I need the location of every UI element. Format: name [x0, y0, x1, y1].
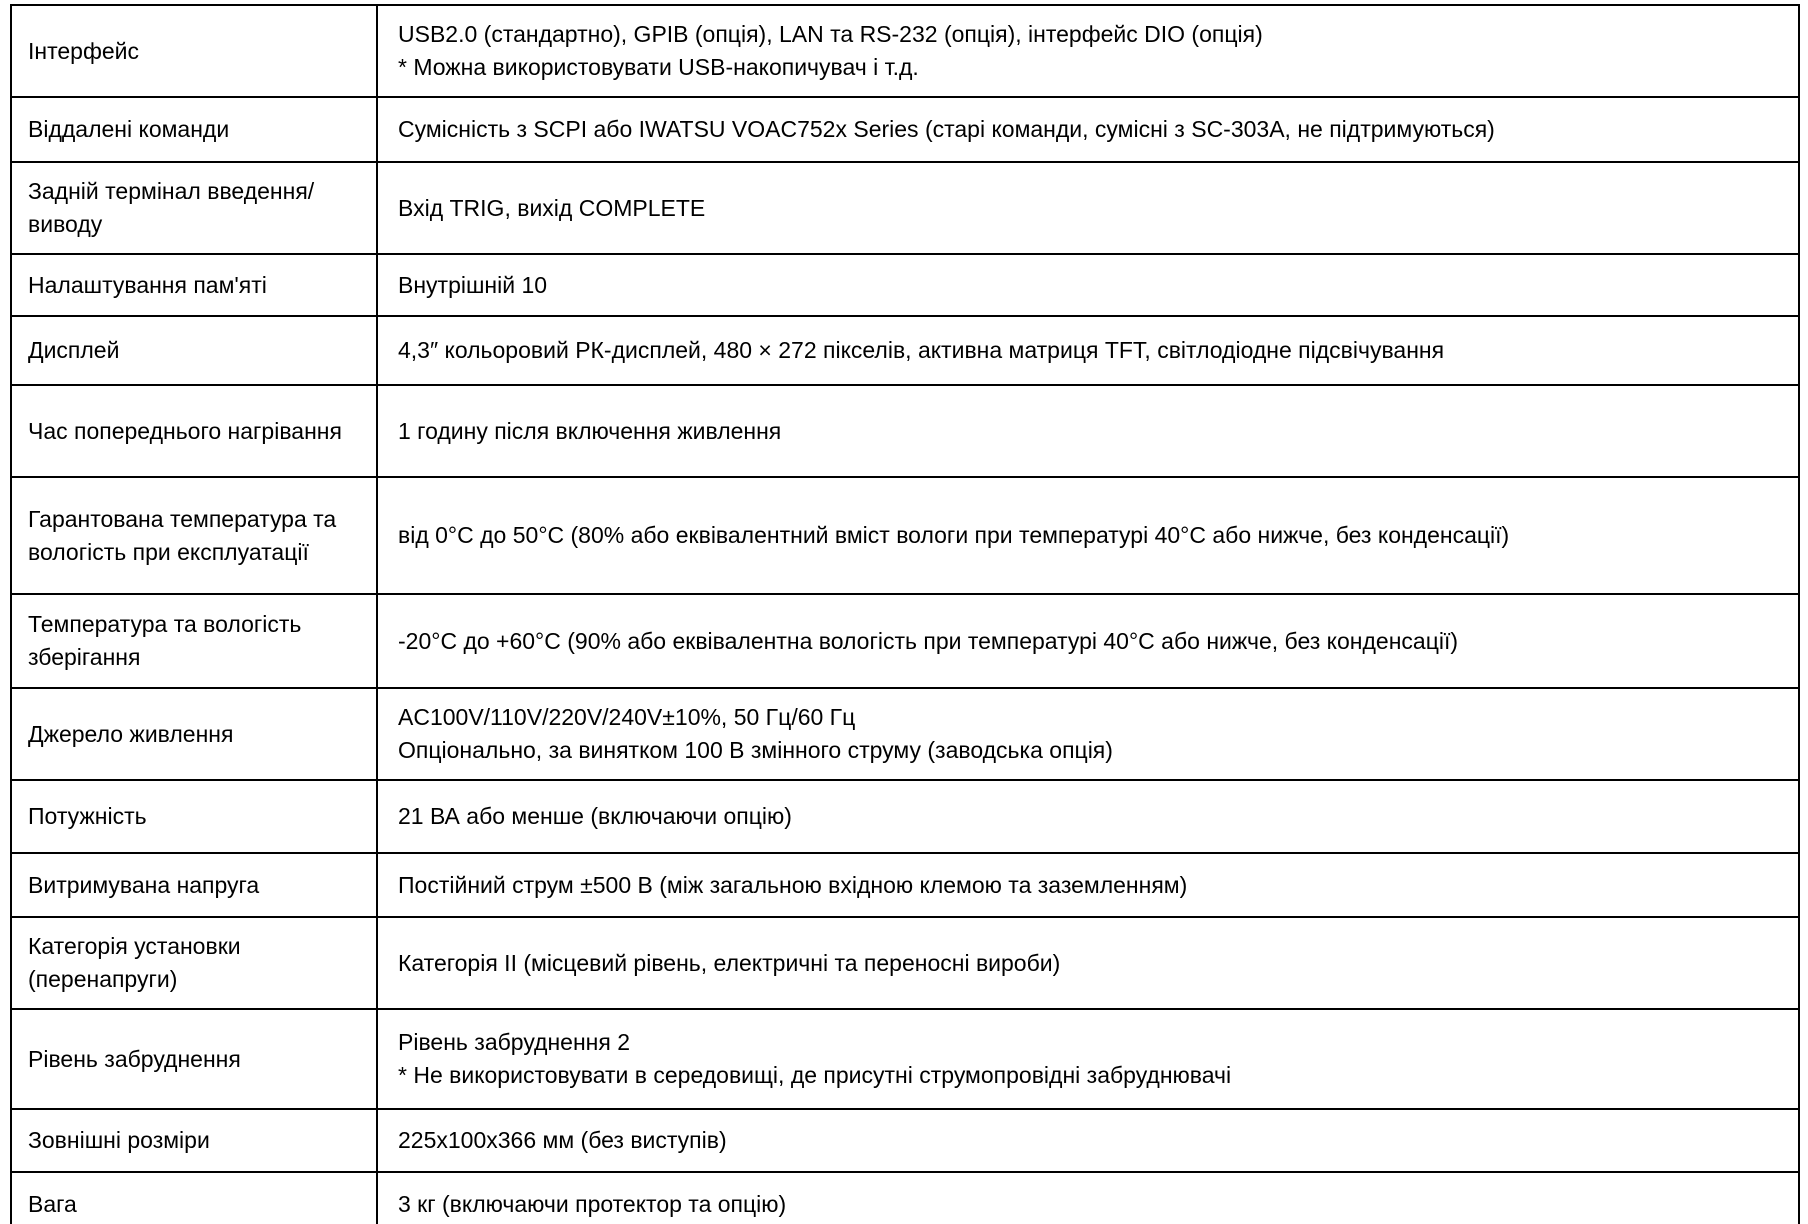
spec-value: [377, 254, 1799, 316]
spec-value-line: -20°C до +60°C (90% або еквівалентна вологість при температурі 40°C або нижче, без конденсації): [398, 627, 1459, 654]
spec-value: [377, 97, 1799, 162]
spec-table-body: [11, 5, 1799, 1224]
spec-label: Зовнішні розміри: [11, 1109, 377, 1172]
spec-row: [11, 162, 1799, 254]
spec-label: Віддалені команди: [11, 97, 377, 162]
spec-row: [11, 97, 1799, 162]
spec-value-line: AC100V/110V/220V/240V±10%, 50 Гц/60 Гц: [398, 704, 856, 730]
spec-row: [11, 780, 1799, 853]
spec-value-line: Сумісність з SCPI або IWATSU VOAC752x Series (старі команди, сумісні з SC-303A, не підтримуються): [398, 116, 1495, 142]
spec-value: [377, 853, 1799, 917]
spec-value: [377, 1109, 1799, 1172]
spec-label: Джерело живлення: [11, 688, 377, 780]
spec-label: Витримувана напруга: [11, 853, 377, 917]
spec-label: Категорія установки (перенапруги): [11, 917, 377, 1009]
spec-value-line: 225x100x366 мм (без виступів): [398, 1127, 727, 1153]
spec-value-line: Опціонально, за винятком 100 В змінного струму (заводська опція): [398, 737, 1113, 763]
spec-row: [11, 316, 1799, 385]
spec-label: Налаштування пам'яті: [11, 254, 377, 316]
spec-row: [11, 477, 1799, 594]
spec-value-line: Рівень забруднення 2: [398, 1029, 631, 1055]
spec-value-line: USB2.0 (стандартно), GPIB (опція), LAN та RS-232 (опція), інтерфейс DIO (опція): [398, 21, 1263, 47]
spec-label: Гарантована температура та вологість при експлуатації: [11, 477, 377, 594]
spec-value-line: Внутрішній 10: [398, 271, 548, 298]
spec-row: [11, 688, 1799, 780]
spec-row: [11, 385, 1799, 477]
spec-row: [11, 917, 1799, 1009]
spec-value-line: Вхід TRIG, вихід COMPLETE: [398, 194, 706, 221]
spec-value-line: * Не використовувати в середовищі, де присутні струмопровідні забруднювачі: [398, 1062, 1232, 1088]
spec-value-line: від 0°C до 50°C (80% або еквівалентний вміст вологи при температурі 40°C або нижче, без конденсації): [398, 522, 1510, 548]
spec-label: Температура та вологість зберігання: [11, 594, 377, 688]
spec-row: [11, 1109, 1799, 1172]
spec-value: [377, 477, 1799, 594]
spec-value-line: 1 годину після включення живлення: [398, 417, 782, 444]
spec-value: [377, 1009, 1799, 1109]
spec-value-line: 3 кг (включаючи протектор та опцію): [398, 1191, 787, 1217]
spec-label: Задній термінал введення/виводу: [11, 162, 377, 254]
spec-value: [377, 917, 1799, 1009]
spec-table: [10, 4, 1800, 1224]
spec-value: [377, 5, 1799, 97]
spec-value-line: 21 ВА або менше (включаючи опцію): [398, 803, 792, 829]
spec-value: [377, 1172, 1799, 1224]
spec-label: Інтерфейс: [11, 5, 377, 97]
spec-label: Дисплей: [11, 316, 377, 385]
spec-value: [377, 594, 1799, 688]
spec-value: [377, 688, 1799, 780]
spec-value-line: Категорія II (місцевий рівень, електричні та переносні вироби): [398, 949, 1061, 976]
spec-row: [11, 5, 1799, 97]
spec-value-line: 4,3″ кольоровий РК-дисплей, 480 × 272 пікселів, активна матриця TFT, світлодіодне підсвічування: [398, 337, 1445, 363]
spec-label: Вага: [11, 1172, 377, 1224]
spec-row: [11, 1009, 1799, 1109]
spec-label: Рівень забруднення: [11, 1009, 377, 1109]
spec-row: [11, 594, 1799, 688]
spec-value: [377, 162, 1799, 254]
spec-row: [11, 1172, 1799, 1224]
spec-value: [377, 316, 1799, 385]
spec-value-line: Постійний струм ±500 В (між загальною вхідною клемою та заземленням): [398, 871, 1188, 898]
spec-label: Час попереднього нагрівання: [11, 385, 377, 477]
spec-value: [377, 385, 1799, 477]
spec-row: [11, 853, 1799, 917]
spec-row: [11, 254, 1799, 316]
spec-value-line: * Можна використовувати USB-накопичувач і т.д.: [398, 54, 919, 80]
spec-value: [377, 780, 1799, 853]
spec-label: Потужність: [11, 780, 377, 853]
